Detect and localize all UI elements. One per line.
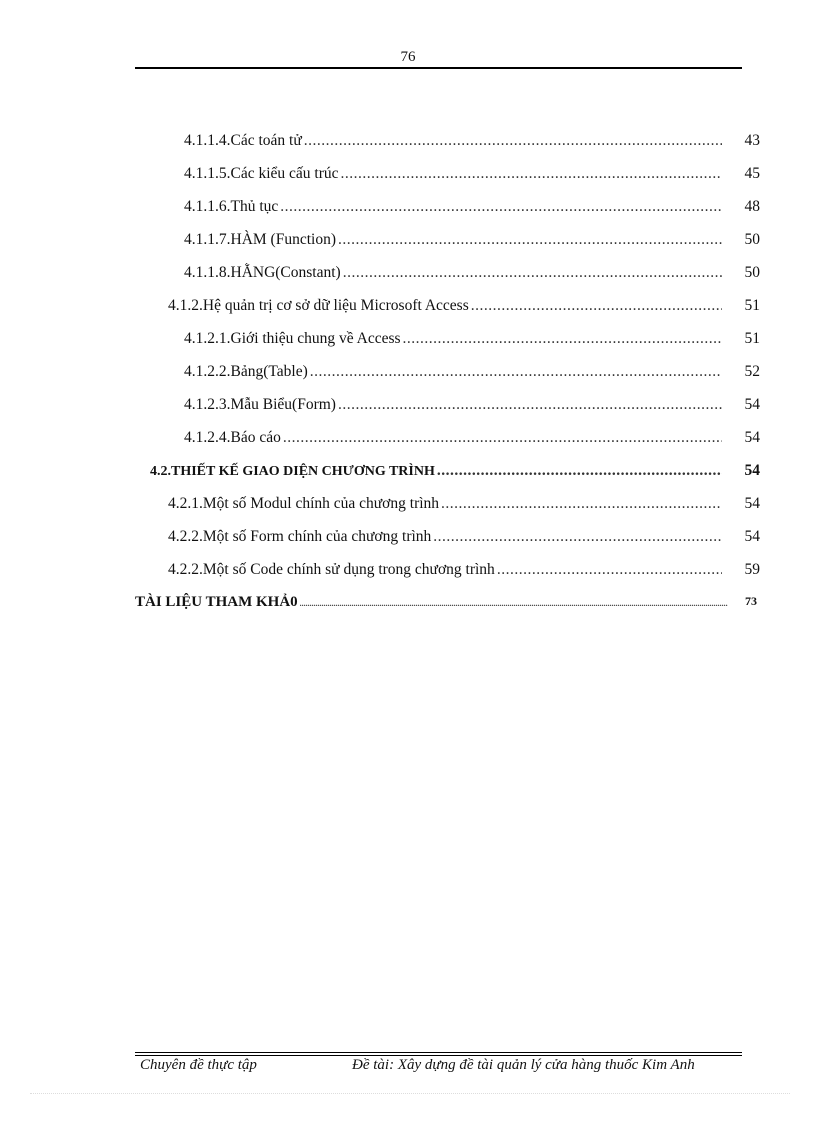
toc-dot-leader (343, 264, 722, 282)
toc-entry-label: 4.1.1.6.Thủ tục (184, 198, 279, 215)
toc-dot-leader (403, 330, 722, 348)
toc-entry-page-number: 50 (744, 264, 760, 281)
toc-entry-page-number: 48 (744, 198, 760, 215)
toc-dot-leader (310, 363, 722, 381)
toc-entry-label: 4.1.2.1.Giới thiệu chung về Access (184, 330, 401, 347)
footer-topic-label: Đề tài: Xây dựng đề tài quản lý cửa hàng thuốc Kim Anh (352, 1057, 695, 1073)
toc-entry-label: 4.1.2.3.Mẫu Biểu(Form) (184, 396, 336, 413)
toc-dot-leader (497, 561, 722, 579)
toc-dot-leader (300, 599, 732, 608)
toc-entry[interactable] (150, 462, 760, 484)
footer-rule (135, 1052, 742, 1053)
toc-entry-label: 4.1.1.7.HÀM (Function) (184, 231, 336, 248)
toc-entry[interactable] (184, 363, 760, 385)
page-edge-divider (30, 1093, 790, 1094)
toc-entry[interactable] (168, 528, 760, 550)
toc-entry-label: 4.1.1.5.Các kiểu cấu trúc (184, 165, 339, 182)
toc-entry[interactable] (168, 495, 760, 517)
toc-entry[interactable] (168, 561, 760, 583)
toc-entry[interactable] (184, 132, 760, 154)
toc-dot-leader (471, 297, 722, 315)
toc-entry-label: 4.2.THIẾT KẾ GIAO DIỆN CHƯƠNG TRÌNH (150, 464, 435, 479)
toc-entry-label: 4.1.1.4.Các toán tử (184, 132, 302, 149)
toc-entry-page-number: 54 (744, 495, 760, 512)
toc-entry-page-number: 73 (745, 594, 757, 608)
toc-entry-page-number: 51 (744, 330, 760, 347)
toc-entry[interactable] (168, 297, 760, 319)
toc-dot-leader (437, 462, 722, 480)
toc-entry[interactable] (184, 396, 760, 418)
toc-entry-page-number: 54 (744, 429, 760, 446)
toc-entry[interactable] (184, 231, 760, 253)
toc-entry-page-number: 51 (744, 297, 760, 314)
toc-entry-label: TÀI LIỆU THAM KHẢ0 (135, 594, 298, 610)
toc-entry-page-number: 52 (744, 363, 760, 380)
toc-entry-label: 4.1.2.Hệ quản trị cơ sở dữ liệu Microsoft Access (168, 297, 469, 314)
toc-entry-label: 4.1.2.2.Bảng(Table) (184, 363, 308, 380)
footer-course-label: Chuyên đề thực tập (140, 1057, 257, 1073)
toc-entry-label: 4.2.2.Một số Code chính sử dụng trong chương trình (168, 561, 495, 578)
toc-entry-label: 4.1.2.4.Báo cáo (184, 429, 281, 446)
toc-dot-leader (280, 198, 722, 216)
toc-entry-page-number: 54 (744, 528, 760, 545)
toc-entry[interactable] (184, 198, 760, 220)
page-number: 76 (400, 49, 416, 65)
toc-dot-leader (283, 429, 722, 447)
toc-entry-label: 4.1.1.8.HẰNG(Constant) (184, 264, 341, 281)
toc-dot-leader (304, 132, 722, 150)
footer-rule-double (135, 1055, 742, 1056)
toc-dot-leader (338, 231, 722, 249)
toc-entry[interactable] (184, 264, 760, 286)
toc-entry-page-number: 43 (744, 132, 760, 149)
toc-entry[interactable] (135, 594, 757, 616)
toc-dot-leader (338, 396, 722, 414)
toc-entry[interactable] (184, 429, 760, 451)
toc-entry-page-number: 54 (744, 462, 760, 479)
toc-entry-label: 4.2.1.Một số Modul chính của chương trình (168, 495, 440, 512)
toc-entry-page-number: 50 (744, 231, 760, 248)
toc-entry-page-number: 59 (744, 561, 760, 578)
toc-dot-leader (341, 165, 722, 183)
toc-entry-page-number: 54 (744, 396, 760, 413)
toc-dot-leader (433, 528, 722, 546)
toc-dot-leader (441, 495, 722, 513)
toc-entry-page-number: 45 (744, 165, 760, 182)
toc-entry[interactable] (184, 330, 760, 352)
toc-entry[interactable] (184, 165, 760, 187)
toc-entry-label: 4.2.2.Một số Form chính của chương trình (168, 528, 432, 545)
